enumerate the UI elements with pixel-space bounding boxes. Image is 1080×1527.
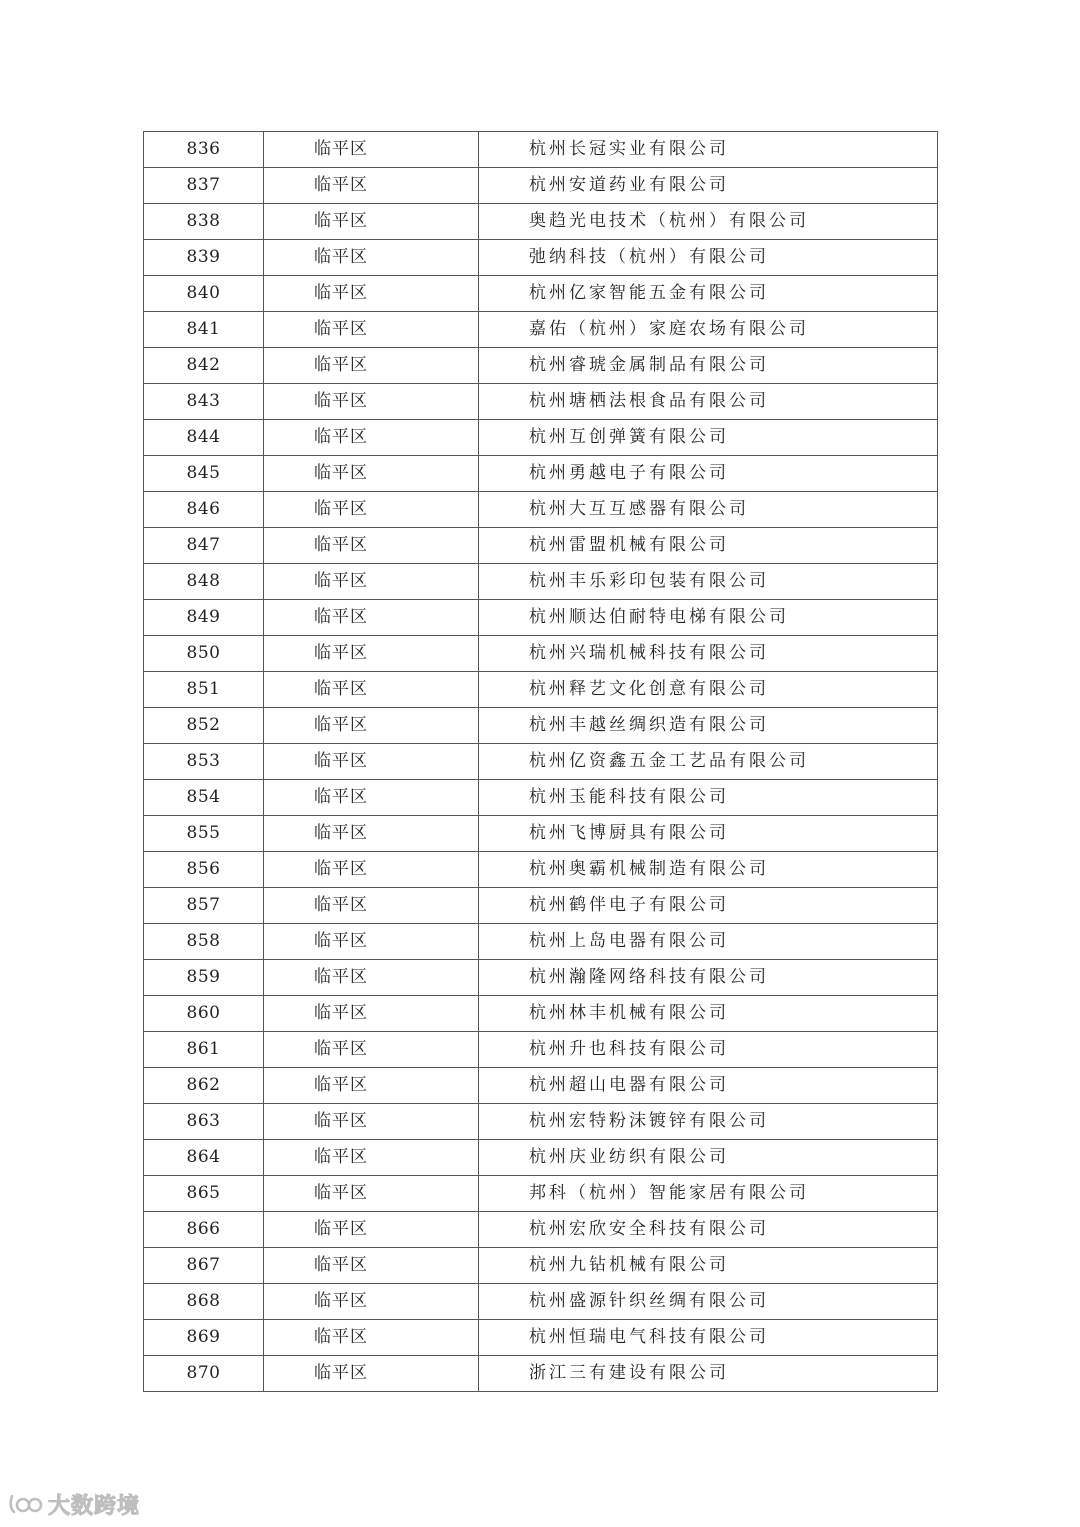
company-table-body xyxy=(144,132,938,1392)
row-number: 870 xyxy=(144,1356,264,1392)
district-cell: 临平区 xyxy=(264,492,479,528)
table-row xyxy=(144,672,938,708)
company-name-cell: 杭州安道药业有限公司 xyxy=(479,168,938,204)
company-name-cell: 杭州丰越丝绸织造有限公司 xyxy=(479,708,938,744)
row-number: 861 xyxy=(144,1032,264,1068)
table-row xyxy=(144,276,938,312)
district-cell: 临平区 xyxy=(264,1032,479,1068)
table-row xyxy=(144,168,938,204)
district-cell: 临平区 xyxy=(264,384,479,420)
company-name-cell: 杭州升也科技有限公司 xyxy=(479,1032,938,1068)
watermark xyxy=(8,1488,140,1520)
row-number: 854 xyxy=(144,780,264,816)
row-number: 864 xyxy=(144,1140,264,1176)
district-cell: 临平区 xyxy=(264,1284,479,1320)
company-name-cell: 杭州庆业纺织有限公司 xyxy=(479,1140,938,1176)
company-name-cell: 杭州塘栖法根食品有限公司 xyxy=(479,384,938,420)
company-name-cell: 杭州释艺文化创意有限公司 xyxy=(479,672,938,708)
company-name-cell: 杭州奥霸机械制造有限公司 xyxy=(479,852,938,888)
row-number: 868 xyxy=(144,1284,264,1320)
table-row xyxy=(144,1104,938,1140)
table-row xyxy=(144,708,938,744)
district-cell: 临平区 xyxy=(264,564,479,600)
district-cell: 临平区 xyxy=(264,312,479,348)
company-name-cell: 杭州盛源针织丝绸有限公司 xyxy=(479,1284,938,1320)
table-row xyxy=(144,816,938,852)
row-number: 859 xyxy=(144,960,264,996)
district-cell: 临平区 xyxy=(264,1320,479,1356)
row-number: 837 xyxy=(144,168,264,204)
district-cell: 临平区 xyxy=(264,1248,479,1284)
company-name-cell: 杭州兴瑞机械科技有限公司 xyxy=(479,636,938,672)
row-number: 869 xyxy=(144,1320,264,1356)
row-number: 850 xyxy=(144,636,264,672)
row-number: 839 xyxy=(144,240,264,276)
table-row xyxy=(144,564,938,600)
district-cell: 临平区 xyxy=(264,1356,479,1392)
company-name-cell: 杭州勇越电子有限公司 xyxy=(479,456,938,492)
table-row xyxy=(144,960,938,996)
district-cell: 临平区 xyxy=(264,240,479,276)
table-row xyxy=(144,492,938,528)
row-number: 836 xyxy=(144,132,264,168)
company-name-cell: 嘉佑（杭州）家庭农场有限公司 xyxy=(479,312,938,348)
company-name-cell: 杭州顺达伯耐特电梯有限公司 xyxy=(479,600,938,636)
row-number: 855 xyxy=(144,816,264,852)
company-name-cell: 杭州亿家智能五金有限公司 xyxy=(479,276,938,312)
row-number: 843 xyxy=(144,384,264,420)
district-cell: 临平区 xyxy=(264,528,479,564)
row-number: 867 xyxy=(144,1248,264,1284)
district-cell: 临平区 xyxy=(264,744,479,780)
district-cell: 临平区 xyxy=(264,348,479,384)
company-name-cell: 杭州鹤伴电子有限公司 xyxy=(479,888,938,924)
table-row xyxy=(144,636,938,672)
district-cell: 临平区 xyxy=(264,456,479,492)
table-row xyxy=(144,600,938,636)
district-cell: 临平区 xyxy=(264,960,479,996)
table-row xyxy=(144,384,938,420)
district-cell: 临平区 xyxy=(264,168,479,204)
table-row xyxy=(144,1140,938,1176)
row-number: 863 xyxy=(144,1104,264,1140)
row-number: 844 xyxy=(144,420,264,456)
row-number: 853 xyxy=(144,744,264,780)
district-cell: 临平区 xyxy=(264,924,479,960)
table-row xyxy=(144,1068,938,1104)
table-row xyxy=(144,996,938,1032)
row-number: 858 xyxy=(144,924,264,960)
district-cell: 临平区 xyxy=(264,276,479,312)
company-name-cell: 杭州亿资鑫五金工艺品有限公司 xyxy=(479,744,938,780)
district-cell: 临平区 xyxy=(264,708,479,744)
company-name-cell: 杭州睿琥金属制品有限公司 xyxy=(479,348,938,384)
table-row xyxy=(144,780,938,816)
district-cell: 临平区 xyxy=(264,852,479,888)
district-cell: 临平区 xyxy=(264,420,479,456)
table-row xyxy=(144,888,938,924)
company-name-cell: 弛纳科技（杭州）有限公司 xyxy=(479,240,938,276)
table-row xyxy=(144,456,938,492)
district-cell: 临平区 xyxy=(264,816,479,852)
district-cell: 临平区 xyxy=(264,888,479,924)
row-number: 862 xyxy=(144,1068,264,1104)
table-row xyxy=(144,1248,938,1284)
row-number: 842 xyxy=(144,348,264,384)
table-row xyxy=(144,852,938,888)
district-cell: 临平区 xyxy=(264,204,479,240)
row-number: 849 xyxy=(144,600,264,636)
table-row xyxy=(144,204,938,240)
table-row xyxy=(144,312,938,348)
company-name-cell: 浙江三有建设有限公司 xyxy=(479,1356,938,1392)
table-row xyxy=(144,240,938,276)
table-row xyxy=(144,1032,938,1068)
company-table xyxy=(143,131,938,1392)
company-name-cell: 杭州长冠实业有限公司 xyxy=(479,132,938,168)
row-number: 852 xyxy=(144,708,264,744)
row-number: 847 xyxy=(144,528,264,564)
company-name-cell: 杭州飞博厨具有限公司 xyxy=(479,816,938,852)
table-row xyxy=(144,1176,938,1212)
company-name-cell: 杭州九钻机械有限公司 xyxy=(479,1248,938,1284)
company-name-cell: 杭州宏欣安全科技有限公司 xyxy=(479,1212,938,1248)
row-number: 866 xyxy=(144,1212,264,1248)
row-number: 846 xyxy=(144,492,264,528)
company-name-cell: 杭州林丰机械有限公司 xyxy=(479,996,938,1032)
district-cell: 临平区 xyxy=(264,672,479,708)
district-cell: 临平区 xyxy=(264,132,479,168)
table-row xyxy=(144,1284,938,1320)
row-number: 838 xyxy=(144,204,264,240)
company-name-cell: 杭州大互互感器有限公司 xyxy=(479,492,938,528)
row-number: 851 xyxy=(144,672,264,708)
row-number: 857 xyxy=(144,888,264,924)
watermark-text: 大数跨境 xyxy=(48,1493,141,1519)
company-name-cell: 邦科（杭州）智能家居有限公司 xyxy=(479,1176,938,1212)
company-name-cell: 杭州超山电器有限公司 xyxy=(479,1068,938,1104)
district-cell: 临平区 xyxy=(264,1104,479,1140)
row-number: 840 xyxy=(144,276,264,312)
table-row xyxy=(144,744,938,780)
company-name-cell: 杭州上岛电器有限公司 xyxy=(479,924,938,960)
table-row xyxy=(144,420,938,456)
company-name-cell: 杭州雷盟机械有限公司 xyxy=(479,528,938,564)
row-number: 856 xyxy=(144,852,264,888)
company-name-cell: 杭州恒瑞电气科技有限公司 xyxy=(479,1320,938,1356)
row-number: 848 xyxy=(144,564,264,600)
district-cell: 临平区 xyxy=(264,780,479,816)
company-name-cell: 杭州瀚隆网络科技有限公司 xyxy=(479,960,938,996)
district-cell: 临平区 xyxy=(264,600,479,636)
row-number: 865 xyxy=(144,1176,264,1212)
company-name-cell: 奥趋光电技术（杭州）有限公司 xyxy=(479,204,938,240)
table-row xyxy=(144,348,938,384)
district-cell: 临平区 xyxy=(264,636,479,672)
table-row xyxy=(144,1356,938,1392)
district-cell: 临平区 xyxy=(264,1176,479,1212)
table-row xyxy=(144,528,938,564)
table-row xyxy=(144,1320,938,1356)
row-number: 841 xyxy=(144,312,264,348)
row-number: 845 xyxy=(144,456,264,492)
table-row xyxy=(144,924,938,960)
district-cell: 临平区 xyxy=(264,1140,479,1176)
company-name-cell: 杭州宏特粉沫镀锌有限公司 xyxy=(479,1104,938,1140)
district-cell: 临平区 xyxy=(264,1212,479,1248)
company-name-cell: 杭州玉能科技有限公司 xyxy=(479,780,938,816)
company-name-cell: 杭州互创弹簧有限公司 xyxy=(479,420,938,456)
district-cell: 临平区 xyxy=(264,996,479,1032)
row-number: 860 xyxy=(144,996,264,1032)
logo-icon xyxy=(8,1492,44,1516)
table-row xyxy=(144,132,938,168)
district-cell: 临平区 xyxy=(264,1068,479,1104)
company-name-cell: 杭州丰乐彩印包装有限公司 xyxy=(479,564,938,600)
table-row xyxy=(144,1212,938,1248)
